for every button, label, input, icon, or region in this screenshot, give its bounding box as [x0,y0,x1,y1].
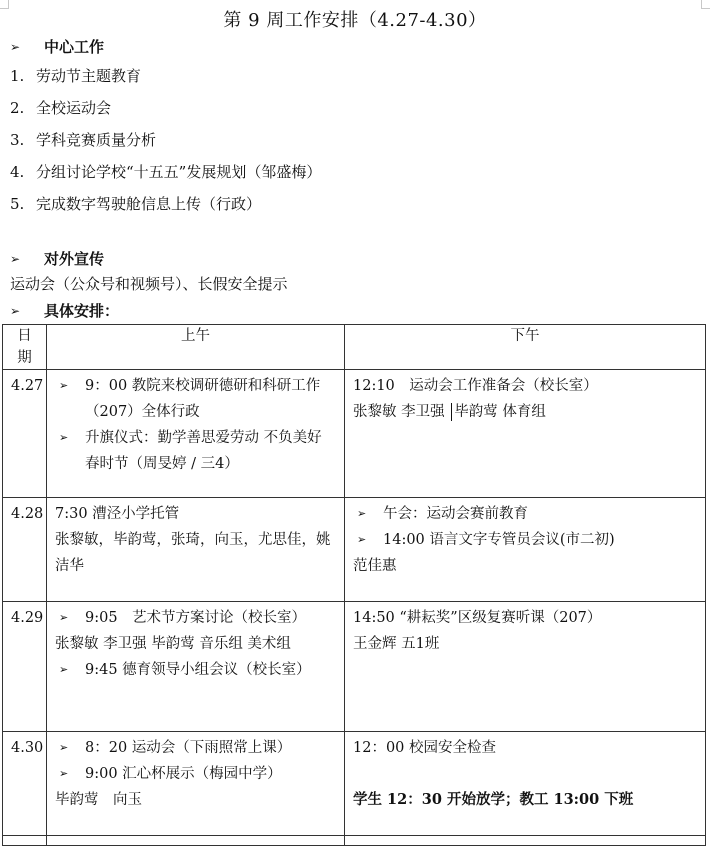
list-item: 4. 分组讨论学校“十五五”发展规划（邹盛梅） [10,163,322,181]
column-header-afternoon: 下午 [345,325,706,370]
document-title: 第 9 周工作安排（4.27-4.30） [223,10,487,31]
schedule-table [2,324,706,846]
section-central-work [10,36,104,57]
section-heading: 中心工作 [44,38,105,56]
arrow-bullet-icon: ➢ [59,767,69,780]
afternoon-cell: 12:10 运动会工作准备会（校长室） 张黎敏 李卫强 毕韵莺 体育组 [345,370,706,498]
morning-cell: ➢ 9:05 艺术节方案讨论（校长室） 张黎敏 李卫强 毕韵莺 音乐组 美术组 ➢ 9:45 德育领导小组会议（校长室） [47,602,345,732]
publicity-text: 运动会（公众号和视频号）、长假安全提示 [10,275,288,293]
text-cursor [451,403,452,421]
arrow-bullet-icon: ➢ [59,431,69,444]
table-row [3,836,706,846]
afternoon-cell: 14:50 “耕耘奖”区级复赛听课（207） 王金辉 五1班 [345,602,706,732]
date-cell: 4.28 [3,498,47,602]
dismissal-notice: 学生 12：30 开始放学；教工 13:00 下班 [353,791,634,808]
list-item: 1. 劳动节主题教育 [10,67,142,85]
afternoon-cell: 12：00 校园安全检查 学生 12：30 开始放学；教工 13:00 下班 [345,732,706,836]
morning-cell: ➢ 8：20 运动会（下雨照常上课） ➢ 9:00 汇心杯展示（梅园中学） 毕韵莺 向玉 [47,732,345,836]
date-cell: 4.30 [3,732,47,836]
section-publicity [10,248,104,269]
section-heading: 具体安排： [44,302,120,320]
table-row [3,602,706,732]
arrow-bullet-icon: ➢ [10,303,21,318]
afternoon-cell: ➢ 午会：运动会赛前教育 ➢ 14:00 语言文字专管员会议(市二初) 范佳惠 [345,498,706,602]
section-heading: 对外宣传 [44,250,105,268]
arrow-bullet-icon: ➢ [357,507,367,520]
arrow-bullet-icon: ➢ [59,379,69,392]
table-row [3,370,706,498]
arrow-bullet-icon: ➢ [10,251,21,266]
arrow-bullet-icon: ➢ [59,611,69,624]
list-item: 5. 完成数字驾驶舱信息上传（行政） [10,195,262,213]
arrow-bullet-icon: ➢ [357,533,367,546]
list-item: 2. 全校运动会 [10,99,112,117]
arrow-bullet-icon: ➢ [59,741,69,754]
table-row [3,498,706,602]
arrow-bullet-icon: ➢ [10,39,21,54]
column-header-date: 日期 [3,325,47,370]
date-cell: 4.27 [3,370,47,498]
morning-cell: ➢ 9：00 教院来校调研德研和科研工作（207）全体行政 ➢ 升旗仪式：勤学善思爱劳动 不负美好春时节（周旻婷 / 三4） [47,370,345,498]
arrow-bullet-icon: ➢ [59,663,69,676]
column-header-morning: 上午 [47,325,345,370]
section-schedule [10,300,119,321]
table-header-row [3,325,706,370]
morning-cell: 7:30 漕泾小学托管 张黎敏，毕韵莺，张琦，向玉，尤思佳，姚洁华 [47,498,345,602]
date-cell: 4.29 [3,602,47,732]
list-item: 3. 学科竞赛质量分析 [10,131,157,149]
